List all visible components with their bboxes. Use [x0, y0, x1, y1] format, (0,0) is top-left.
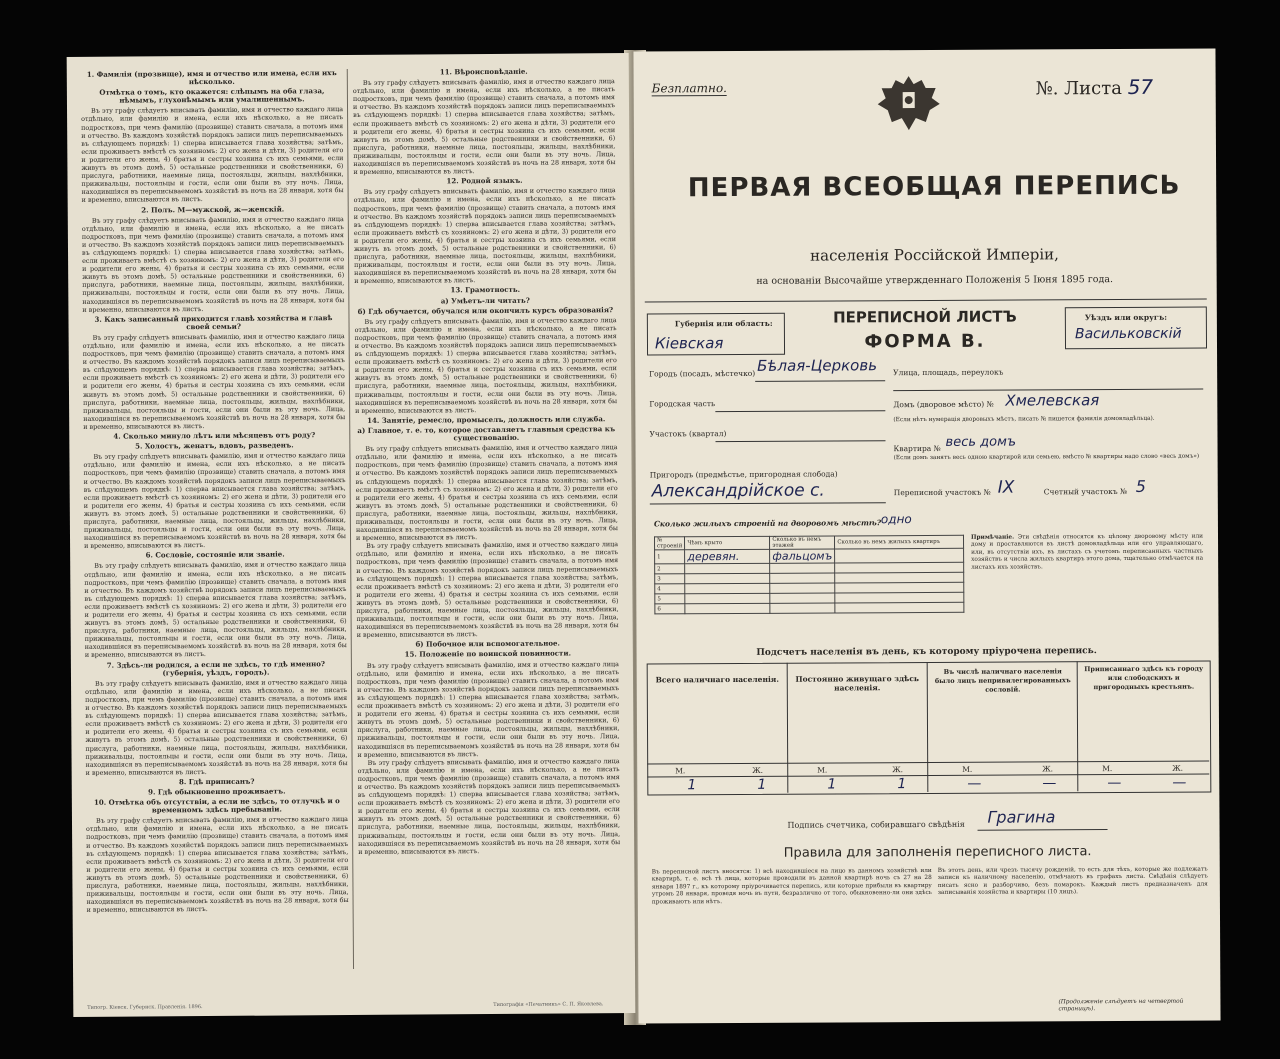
body-text: Въ эту графу слѣдуетъ вписывать фамилію, имя и отчество каждаго лица отдѣльно, или фамилію и имена, если ихъ нѣсколько, а не писать подростковъ, при чемъ фамилію (прозвище) ставить сначала, а потомъ имя и отчество. Въ каждомъ хозяйствѣ порядокъ записи лицъ переписываемыхъ въ слѣдующемъ порядкѣ: 1) сперва вписывается глава хозяйства; затѣмъ, если проживаетъ вмѣстѣ съ хозяиномъ: 2) его жена и дѣти, 3) родители его и родители его жены, 4) братья и сестры хозяина съ ихъ семьями, если живутъ въ этомъ домѣ, 5) остальные родственники и свойственники, 6) прислуга, работники, наемные лица, постояльцы, жильцы, нахлѣбники, приживальцы, постояльцы и гости, если они были въ эту ночь. Лица, находившіяся въ переписываемомъ хозяйствѣ въ ночь на 28 января, хотя бы и временно, вписываются въ листъ.: [353, 186, 617, 286]
house-note: (Если нѣтъ нумерація дворовыхъ мѣстъ, писать № пишется фамилія домовладѣльца).: [893, 415, 1155, 424]
table-header: № строеній: [655, 537, 685, 550]
count-female-label: Ж.: [892, 765, 904, 775]
count-value: —: [967, 775, 982, 792]
buildings-table: [654, 535, 964, 615]
section-heading: 3. Какъ записанный приходится главѣ хозяйства и главѣ своей семьи?: [94, 312, 333, 331]
uchastok-label: Участокъ (квартал): [649, 429, 727, 439]
section-heading: 11. Вѣроисповѣданіе.: [439, 66, 528, 77]
section-heading: 9. Гдѣ обыкновенно проживаетъ.: [148, 786, 286, 797]
list-number: [1036, 75, 1154, 100]
free-label: Безплатно.: [651, 81, 728, 96]
form-letter: ФОРМА В.: [864, 330, 986, 353]
perepis-label: Переписной участокъ №: [893, 487, 991, 498]
left-column-1: [81, 67, 349, 914]
uezd-label: Уѣздъ или округъ:: [1084, 312, 1168, 323]
underline: [755, 380, 885, 382]
count-female-label: Ж.: [1042, 764, 1054, 774]
gubernia-label: Губернія или область:: [674, 318, 773, 329]
section-heading: 14. Занятіе, ремесло, промыселъ, должность или служба.: [367, 414, 606, 425]
count-value: —: [1042, 775, 1057, 792]
house-value: Хмелевская: [1005, 391, 1100, 410]
section-heading: а) Главное, т. е. то, которое доставляетъ главныя средства къ существованію.: [357, 424, 616, 443]
body-text: Въ эту графу слѣдуетъ вписывать фамилію, имя и отчество каждаго лица отдѣльно, или фамилію и имена, если ихъ нѣсколько, а не писать подростковъ, при чемъ фамилію (прозвище) ставить сначала, а потомъ имя и отчество. Въ каждомъ хозяйствѣ порядокъ записи лицъ переписываемыхъ въ слѣдующемъ порядкѣ: 1) сперва вписывается глава хозяйства; затѣмъ, если проживаетъ вмѣстѣ съ хозяиномъ: 2) его жена и дѣти, 3) родители его и родители его жены, 4) братья и сестры хозяина съ ихъ семьями, если живутъ въ этомъ домѣ, 5) остальные родственники и свойственники, 6) прислуга, работники, наемные лица, постояльцы, жильцы, нахлѣбники, приживальцы, постояльцы и гости, если они были въ эту ночь. Лица, находившіяся въ переписываемомъ хозяйствѣ въ ночь на 28 января, хотя бы и временно, вписываются въ листъ.: [356, 659, 620, 759]
buildings-roof: фальцомъ: [770, 549, 835, 563]
body-text: Въ эту графу слѣдуетъ вписывать фамилію, имя и отчество каждаго лица отдѣльно, или фамилію и имена, если ихъ нѣсколько, а не писать подростковъ, при чемъ фамилію (прозвище) ставить сначала, а потомъ имя и отчество. Въ каждомъ хозяйствѣ порядокъ записи лицъ переписываемыхъ въ слѣдующемъ порядкѣ: 1) сперва вписывается глава хозяйства; затѣмъ, если проживаетъ вмѣстѣ съ хозяиномъ: 2) его жена и дѣти, 3) родители его и родители его жены, 4) братья и сестры хозяина съ ихъ семьями, если живутъ въ этомъ домѣ, 5) остальные родственники и свойственники, 6) прислуга, работники, наемные лица, постояльцы, жильцы, нахлѣбники, приживальцы, постояльцы и гости, если они были въ эту ночь. Лица, находившіяся въ переписываемомъ хозяйствѣ въ ночь на 28 января, хотя бы и временно, вписываются въ листъ.: [83, 451, 347, 551]
rules-title: Правила для заполненія переписного листа.: [783, 844, 1092, 861]
note-block: [971, 534, 1203, 572]
gubernia-value: Кіевская: [654, 334, 724, 353]
apartment-value: весь домъ: [945, 434, 1017, 450]
buildings-value: одно: [880, 512, 912, 527]
table-header: Сколько въ немъ этажей: [770, 536, 835, 549]
section-heading: 1. Фамилія (прозвище), имя и отчество или имена, если ихъ нѣсколько.: [86, 68, 337, 87]
table-row: 2: [655, 562, 964, 574]
footer-printer-left: Типогр. Кіевск. Губернск. Правленія. 1896.: [87, 1004, 203, 1011]
count-male-label: М.: [817, 765, 828, 775]
right-page: [633, 48, 1220, 1023]
underline: [650, 502, 886, 504]
city-value: Бѣлая-Церковь: [757, 356, 878, 375]
left-column-2: [353, 65, 621, 856]
count-value: 1: [687, 777, 697, 794]
body-text: Въ эту графу слѣдуетъ вписывать фамилію, имя и отчество каждаго лица отдѣльно, или фамилію и имена, если ихъ нѣсколько, а не писать подростковъ, при чемъ фамилію (прозвище) ставить сначала, а потомъ имя и отчество. Въ каждомъ хозяйствѣ порядокъ записи лицъ переписываемыхъ въ слѣдующемъ порядкѣ: 1) сперва вписывается глава хозяйства; затѣмъ, если проживаетъ вмѣстѣ съ хозяиномъ: 2) его жена и дѣти, 3) родители его и родители его жены, 4) братья и сестры хозяина съ ихъ семьями, если живутъ въ этомъ домѣ, 5) остальные родственники и свойственники, 6) прислуга, работники, наемные лица, постояльцы, жильцы, нахлѣбники, приживальцы, постояльцы и гости, если они были въ эту ночь. Лица, находившіяся въ переписываемомъ хозяйствѣ въ ночь на 28 января, хотя бы и временно, вписываются въ листъ.: [81, 105, 344, 205]
suburb-label: Пригородъ (предмѣстье, пригородная слобода): [649, 469, 838, 480]
count-female-label: Ж.: [1172, 763, 1184, 773]
page-subtitle: населенія Россійской Имперіи,: [810, 245, 1059, 265]
rules-column-1: Въ переписной листъ вносятся: 1) всѣ находившіеся на лицо въ данномъ хозяйствѣ или квартирѣ, т. е. всѣ тѣ лица, которые проводили въ данной квартирѣ ночь съ 27 на 28 января 1897 г., къ которому пріурочивается перепись, или которые прибыли въ квартиру утромъ 28 января, проведя ночь въ пути, безразлично от того, обыкновенно-ли они здѣсь проживаютъ или нѣтъ.: [651, 867, 932, 906]
city-part-label: Городская часть: [649, 399, 716, 409]
section-heading: 2. Полъ. М—мужской, ж—женскій.: [141, 203, 285, 214]
count-header: Въ числѣ наличнаго населенія было лицъ непривилегированныхъ сословій.: [934, 667, 1071, 694]
section-heading: а) Умѣетъ-ли читать?: [440, 295, 530, 305]
divider: [645, 299, 1207, 303]
underline: [715, 410, 885, 412]
count-value: 1: [897, 776, 907, 793]
section-heading: 15. Положеніе по воинской повинности.: [404, 648, 572, 660]
table-row: 6: [655, 602, 964, 614]
table-header: Чѣмъ крыто: [685, 536, 770, 549]
section-heading: 12. Родной языкъ.: [446, 176, 523, 186]
section-heading: 8. Гдѣ приписанъ?: [178, 776, 255, 787]
buildings-material: деревян.: [685, 549, 770, 563]
section-heading: 13. Грамотность.: [450, 285, 521, 295]
count-male-label: М.: [1102, 764, 1113, 774]
body-text: Въ эту графу слѣдуетъ вписывать фамилію, имя и отчество каждаго лица отдѣльно, или фамилію и имена, если ихъ нѣсколько, а не писать подростковъ, при чемъ фамилію (прозвище) ставить сначала, а потомъ имя и отчество. Въ каждомъ хозяйствѣ порядокъ записи лицъ переписываемыхъ въ слѣдующемъ порядкѣ: 1) сперва вписывается глава хозяйства; затѣмъ, если проживаетъ вмѣстѣ съ хозяиномъ: 2) его жена и дѣти, 3) родители его и родители его жены, 4) братья и сестры хозяина съ ихъ семьями, если живутъ въ этомъ домѣ, 5) остальные родственники и свойственники, 6) прислуга, работники, наемные лица, постояльцы, жильцы, нахлѣбники, приживальцы, постояльцы и гости, если они были въ эту ночь. Лица, находившіяся въ переписываемомъ хозяйствѣ въ ночь на 28 января, хотя бы и временно, вписываются въ листъ.: [86, 815, 349, 915]
body-text: Въ эту графу слѣдуетъ вписывать фамилію, имя и отчество каждаго лица отдѣльно, или фамилію и имена, если ихъ нѣсколько, а не писать подростковъ, при чемъ фамилію (прозвище) ставить сначала, а потомъ имя и отчество. Въ каждомъ хозяйствѣ порядокъ записи лицъ переписываемыхъ въ слѣдующемъ порядкѣ: 1) сперва вписывается глава хозяйства; затѣмъ, если проживаетъ вмѣстѣ съ хозяиномъ: 2) его жена и дѣти, 3) родители его и родители его жены, 4) братья и сестры хозяина съ ихъ семьями, если живутъ въ этомъ домѣ, 5) остальные родственники и свойственники, 6) прислуга, работники, наемные лица, постояльцы, жильцы, нахлѣбники, приживальцы, постояльцы и гости, если они были въ эту ночь. Лица, находившіяся въ переписываемомъ хозяйствѣ въ ночь на 28 января, хотя бы и временно, вписываются въ листъ.: [355, 443, 618, 543]
house-label: Домъ (дворовое мѣсто) №: [893, 399, 994, 410]
count-title: Подсчетъ населенія въ день, къ которому пріурочена перепись.: [756, 646, 1097, 658]
continued-note: (Продолженіе слѣдуетъ на четвертой страницѣ).: [1058, 998, 1184, 1013]
body-text: Въ эту графу слѣдуетъ вписывать фамилію, имя и отчество каждаго лица отдѣльно, или фамилію и имена, если ихъ нѣсколько, а не писать подростковъ, при чемъ фамилію (прозвище) ставить сначала, а потомъ имя и отчество. Въ каждомъ хозяйствѣ порядокъ записи лицъ переписываемыхъ въ слѣдующемъ порядкѣ: 1) сперва вписывается глава хозяйства; затѣмъ, если проживаетъ вмѣстѣ съ хозяиномъ: 2) его жена и дѣти, 3) родители его и родители его жены, 4) братья и сестры хозяина съ ихъ семьями, если живутъ въ этомъ домѣ, 5) остальные родственники и свойственники, 6) прислуга, работники, наемные лица, постояльцы, жильцы, нахлѣбники, приживальцы, постояльцы и гости, если они были въ эту ночь. Лица, находившіяся въ переписываемомъ хозяйствѣ въ ночь на 28 января, хотя бы и временно, вписываются въ листъ.: [354, 315, 618, 415]
left-page: [67, 53, 636, 1017]
section-heading: 6. Сословіе, состояніе или званіе.: [145, 549, 285, 560]
count-female-label: Ж.: [752, 765, 764, 775]
underline: [978, 829, 1108, 831]
count-value: —: [1107, 774, 1122, 792]
count-male-label: М.: [962, 764, 973, 774]
table-row: 1 деревян. фальцомъ: [655, 548, 964, 564]
count-header: Приписаннаго здѣсь къ городу или слободскихъ и пригородныхъ крестьянъ.: [1084, 664, 1204, 692]
rules-column-2: Въ этотъ день, или чрезъ тысячу рожденій, то есть для тѣхъ, которые же подлежатъ записи къ наличному населенію, отмѣчаютъ въ графахъ листа. Свѣдѣнія слѣдуетъ писать ясно и разборчиво, безъ помарокъ. Каждый листъ предназначенъ для записыванія хозяйства и квартиры (10 лицъ).: [937, 866, 1208, 897]
section-heading: 5. Холостъ, женатъ, вдовъ, разведенъ.: [135, 440, 294, 451]
body-text: Въ эту графу слѣдуетъ вписывать фамилію, имя и отчество каждаго лица отдѣльно, или фамилію и имена, если ихъ нѣсколько, а не писать подростковъ, при чемъ фамилію (прозвище) ставить сначала, а потомъ имя и отчество. Въ каждомъ хозяйствѣ порядокъ записи лицъ переписываемыхъ въ слѣдующемъ порядкѣ: 1) сперва вписывается глава хозяйства; затѣмъ, если проживаетъ вмѣстѣ съ хозяиномъ: 2) его жена и дѣти, 3) родители его и родители его жены, 4) братья и сестры хозяина съ ихъ семьями, если живутъ въ этомъ домѣ, 5) остальные родственники и свойственники, 6) прислуга, работники, наемные лица, постояльцы, жильцы, нахлѣбники, приживальцы, постояльцы и гости, если они были въ эту ночь. Лица, находившіяся въ переписываемомъ хозяйствѣ въ ночь на 28 января, хотя бы и временно, вписываются въ листъ.: [82, 331, 346, 431]
page-title: ПЕРВАЯ ВСЕОБЩАЯ ПЕРЕПИСЬ: [687, 170, 1181, 204]
body-text: Въ эту графу слѣдуетъ вписывать фамилію, имя и отчество каждаго лица отдѣльно, или фамилію и имена, если ихъ нѣсколько, а не писать подростковъ, при чемъ фамилію (прозвище) ставить сначала, а потомъ имя и отчество. Въ каждомъ хозяйствѣ порядокъ записи лицъ переписываемыхъ въ слѣдующемъ порядкѣ: 1) сперва вписывается глава хозяйства; затѣмъ, если проживаетъ вмѣстѣ съ хозяиномъ: 2) его жена и дѣти, 3) родители его и родители его жены, 4) братья и сестры хозяина съ ихъ семьями, если живутъ въ этомъ домѣ, 5) остальные родственники и свойственники, 6) прислуга, работники, наемные лица, постояльцы, жильцы, нахлѣбники, приживальцы, постояльцы и гости, если они были въ эту ночь. Лица, находившіяся въ переписываемомъ хозяйствѣ въ ночь на 28 января, хотя бы и временно, вписываются въ листъ.: [85, 677, 348, 777]
perepis-value: IX: [997, 477, 1015, 498]
count-header: Всего наличнаго населенія.: [655, 674, 779, 685]
table-row: 4: [655, 582, 964, 594]
count-value: 1: [757, 776, 767, 793]
underline: [716, 440, 886, 442]
form-title: ПЕРЕПИСНОЙ ЛИСТЪ: [833, 307, 1017, 327]
footer-printer-right: Типографія «Печатникъ» С. П. Яковлева.: [493, 1001, 604, 1009]
count-value: 1: [827, 776, 837, 793]
section-heading: 10. Отмѣтка объ отсутствіи, а если не здѣсь, то отлучкѣ и о временномъ здѣсь пребываніи.: [93, 796, 340, 815]
body-text: Въ эту графу слѣдуетъ вписывать фамилію, имя и отчество каждаго лица отдѣльно, или фамилію и имена, если ихъ нѣсколько, а не писать подростковъ, при чемъ фамилію (прозвище) ставить сначала, а потомъ имя и отчество. Въ каждомъ хозяйствѣ порядокъ записи лицъ переписываемыхъ въ слѣдующемъ порядкѣ: 1) сперва вписывается глава хозяйства; затѣмъ, если проживаетъ вмѣстѣ съ хозяиномъ: 2) его жена и дѣти, 3) родители его и родители его жены, 4) братья и сестры хозяина съ ихъ семьями, если живутъ въ этомъ домѣ, 5) остальные родственники и свойственники, 6) прислуга, работники, наемные лица, постояльцы, жильцы, нахлѣбники, приживальцы, постояльцы и гости, если они были въ эту ночь. Лица, находившіяся въ переписываемомъ хозяйствѣ въ ночь на 28 января, хотя бы и временно, вписываются въ листъ.: [81, 214, 345, 314]
count-header: Постоянно живущаго здѣсь населенія.: [795, 674, 920, 693]
body-text: Въ эту графу слѣдуетъ вписывать фамилію, имя и отчество каждаго лица отдѣльно, или фамилію и имена, если ихъ нѣсколько, а не писать подростковъ, при чемъ фамилію (прозвище) ставить сначала, а потомъ имя и отчество. Въ каждомъ хозяйствѣ порядокъ записи лицъ переписываемыхъ въ слѣдующемъ порядкѣ: 1) сперва вписывается глава хозяйства; затѣмъ, если проживаетъ вмѣстѣ съ хозяиномъ: 2) его жена и дѣти, 3) родители его и родители его жены, 4) братья и сестры хозяина съ ихъ семьями, если живутъ въ этомъ домѣ, 5) остальные родственники и свойственники, 6) прислуга, работники, наемные лица, постояльцы, жильцы, нахлѣбники, приживальцы, постояльцы и гости, если они были въ эту ночь. Лица, находившіяся въ переписываемомъ хозяйствѣ въ ночь на 28 января, хотя бы и временно, вписываются въ листъ.: [84, 560, 347, 660]
table-row: 5: [655, 592, 964, 604]
body-text: Въ эту графу слѣдуетъ вписывать фамилію, имя и отчество каждаго лица отдѣльно, или фамилію и имена, если ихъ нѣсколько, а не писать подростковъ, при чемъ фамилію (прозвище) ставить сначала, а потомъ имя и отчество. Въ каждомъ хозяйствѣ порядокъ записи лицъ переписываемыхъ въ слѣдующемъ порядкѣ: 1) сперва вписывается глава хозяйства; затѣмъ, если проживаетъ вмѣстѣ съ хозяиномъ: 2) его жена и дѣти, 3) родители его и родители его жены, 4) братья и сестры хозяина съ ихъ семьями, если живутъ въ этомъ домѣ, 5) остальные родственники и свойственники, 6) прислуга, работники, наемные лица, постояльцы, жильцы, нахлѣбники, приживальцы, постояльцы и гости, если они были въ эту ночь. Лица, находившіяся въ переписываемомъ хозяйствѣ въ ночь на 28 января, хотя бы и временно, вписываются въ листъ.: [352, 77, 616, 177]
note-title: Примѣчаніе.: [970, 534, 1015, 541]
section-heading: Отмѣтка о томъ, кто окажется: слѣпымъ на оба глаза, нѣмымъ, глухонѣмымъ или умалишеннымъ.: [99, 86, 325, 105]
city-label: Городъ (посадъ, мѣстечко): [649, 368, 756, 379]
table-row: 3: [655, 572, 964, 584]
body-text: Въ эту графу слѣдуетъ вписывать фамилію, имя и отчество каждаго лица отдѣльно, или фамилію и имена, если ихъ нѣсколько, а не писать подростковъ, при чемъ фамилію (прозвище) ставить сначала, а потомъ имя и отчество. Въ каждомъ хозяйствѣ порядокъ записи лицъ переписываемыхъ въ слѣдующемъ порядкѣ: 1) сперва вписывается глава хозяйства; затѣмъ, если проживаетъ вмѣстѣ съ хозяиномъ: 2) его жена и дѣти, 3) родители его и родители его жены, 4) братья и сестры хозяина съ ихъ семьями, если живутъ въ этомъ домѣ, 5) остальные родственники и свойственники, 6) прислуга, работники, наемные лица, постояльцы, жильцы, нахлѣбники, приживальцы, постояльцы и гости, если они были въ эту ночь. Лица, находившіяся въ переписываемомъ хозяйствѣ въ ночь на 28 января, хотя бы и временно, вписываются въ листъ.: [356, 540, 619, 640]
street-label: Улица, площадь, переулокъ: [893, 367, 1004, 378]
apartment-label: Квартира №: [893, 443, 941, 454]
signature-value: Грагина: [987, 807, 1056, 827]
buildings-label: Сколько жилыхъ строеній на дворовомъ мѣстѣ?: [653, 518, 882, 529]
signature-label: Подпись счетчика, собиравшаго свѣдѣнія: [787, 819, 965, 830]
suburb-value: Александрійское с.: [651, 480, 825, 502]
list-number-label: №. Листа: [1035, 77, 1122, 100]
count-value: —: [1172, 774, 1187, 791]
schet-label: Счетный участокъ №: [1043, 486, 1128, 497]
list-number-handwritten: 57: [1127, 74, 1154, 99]
section-heading: б) Побочное или вспомогательное.: [415, 638, 560, 649]
apartment-note: (Если домъ занятъ весь одною квартирой или семьею, вмѣсто № квартиры надо слово «весь домъ»): [893, 453, 1200, 462]
section-heading: б) Гдѣ обучается, обучался или окончилъ курсъ образованія?: [357, 304, 614, 316]
note-text: Эти свѣдѣнія относятся къ цѣлому дворовому мѣсту или дому и проставляются въ листѣ домовладѣльца или его управляющаго, или, въ отсутствіи ихъ, въ листахъ съ учетомъ переписанныхъ частныхъ хозяйствъ и числа жилыхъ квартиръ этого дома, тщательно отмѣчается на листахъ ихъ хозяйствъ.: [971, 533, 1204, 571]
uezd-value: Васильковскій: [1074, 325, 1182, 343]
table-header: Сколько въ немъ жилыхъ квартиръ: [835, 535, 964, 549]
legal-basis: на основаніи Высочайше утвержденнаго Положенія 5 Іюня 1895 года.: [756, 274, 1114, 287]
schet-value: 5: [1135, 476, 1146, 496]
section-heading: 4. Сколько минуло лѣтъ или мѣсяцевъ отъ роду?: [113, 430, 316, 441]
count-male-label: М.: [675, 766, 686, 776]
double-headed-eagle-emblem: [874, 70, 944, 136]
section-heading: 7. Здѣсь-ли родился, а если не здѣсь, то гдѣ именно? (губернія, уѣздъ, городъ).: [106, 658, 326, 677]
body-text: Въ эту графу слѣдуетъ вписывать фамилію, имя и отчество каждаго лица отдѣльно, или фамилію и имена, если ихъ нѣсколько, а не писать подростковъ, при чемъ фамилію (прозвище) ставить сначала, а потомъ имя и отчество. Въ каждомъ хозяйствѣ порядокъ записи лицъ переписываемыхъ въ слѣдующемъ порядкѣ: 1) сперва вписывается глава хозяйства; затѣмъ, если проживаетъ вмѣстѣ съ хозяиномъ: 2) его жена и дѣти, 3) родители его и родители его жены, 4) братья и сестры хозяина съ ихъ семьями, если живутъ въ этомъ домѣ, 5) остальные родственники и свойственники, 6) прислуга, работники, наемные лица, постояльцы, жильцы, нахлѣбники, приживальцы, постояльцы и гости, если они были въ эту ночь. Лица, находившіяся въ переписываемомъ хозяйствѣ въ ночь на 28 января, хотя бы и временно, вписываются въ листъ.: [357, 756, 621, 856]
